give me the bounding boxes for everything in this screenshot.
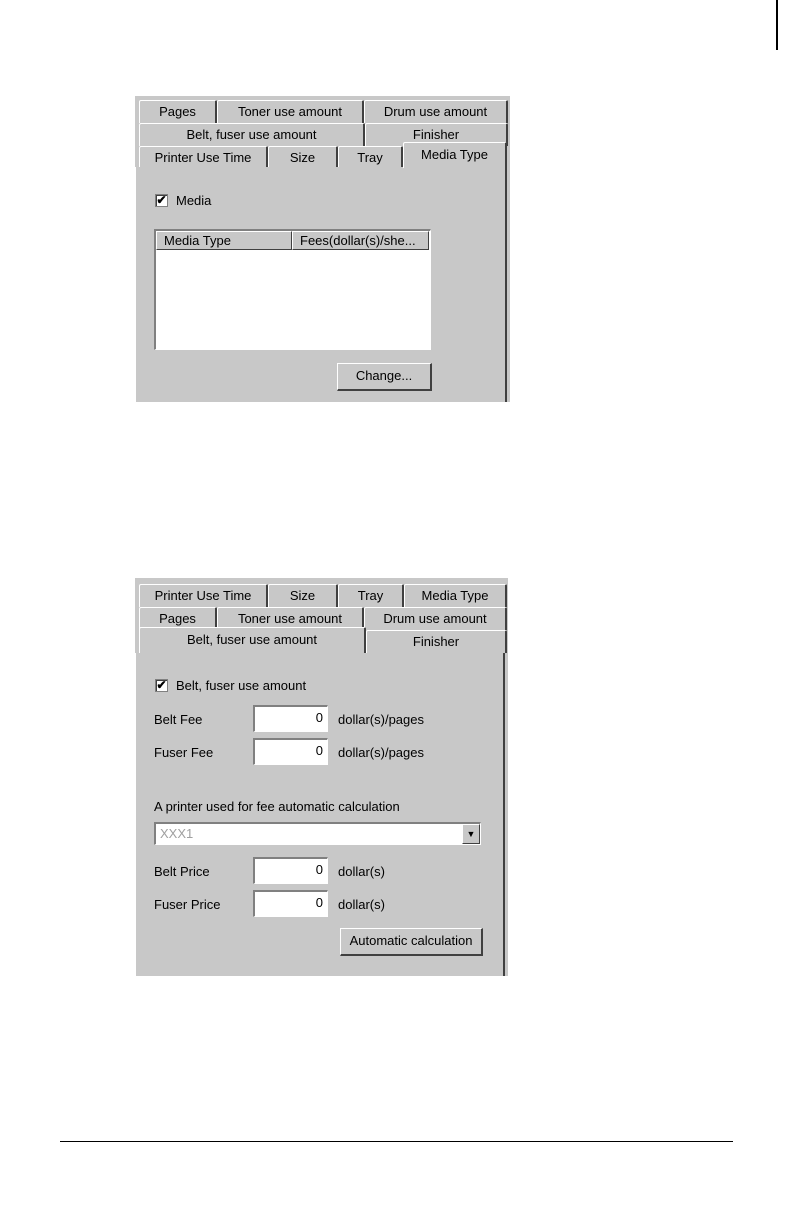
printer-select-label: A printer used for fee automatic calculation [154, 799, 400, 814]
belt-price-label: Belt Price [154, 864, 210, 879]
belt-fee-label: Belt Fee [154, 712, 203, 727]
tab-media-type[interactable]: Media Type [403, 142, 507, 168]
media-checkbox[interactable]: ✔ [156, 193, 167, 207]
column-header-fees[interactable]: Fees(dollar(s)/she... [292, 231, 429, 250]
fuser-price-input[interactable]: 0 [253, 890, 328, 917]
tab-pages[interactable]: Pages [139, 100, 217, 123]
tab-toner-use-amount[interactable]: Toner use amount [217, 607, 364, 630]
tab-drum-use-amount[interactable]: Drum use amount [364, 100, 508, 123]
tab-printer-use-time[interactable]: Printer Use Time [139, 584, 268, 607]
tab-tray[interactable]: Tray [338, 584, 404, 607]
belt-price-input[interactable]: 0 [253, 857, 328, 884]
tab-belt-fuser-use-amount[interactable]: Belt, fuser use amount [139, 627, 366, 653]
fuser-fee-unit: dollar(s)/pages [338, 745, 424, 760]
chevron-down-icon[interactable]: ▼ [462, 824, 480, 844]
fuser-price-label: Fuser Price [154, 897, 221, 912]
media-type-dialog [135, 96, 510, 402]
belt-fee-unit: dollar(s)/pages [338, 712, 424, 727]
tab-media-type[interactable]: Media Type [404, 584, 507, 607]
fuser-fee-label: Fuser Fee [154, 745, 214, 760]
tab-pages[interactable]: Pages [139, 607, 217, 630]
media-checkbox-label[interactable]: Media [176, 193, 212, 208]
printer-select[interactable] [154, 822, 481, 845]
belt-price-unit: dollar(s) [338, 864, 385, 879]
tab-page-belt-fuser [135, 653, 505, 976]
tab-finisher[interactable]: Finisher [365, 123, 508, 146]
page-edge-rule [776, 0, 778, 50]
media-fee-list[interactable] [154, 229, 431, 350]
tab-toner-use-amount[interactable]: Toner use amount [217, 100, 364, 123]
tab-belt-fuser-use-amount[interactable]: Belt, fuser use amount [139, 123, 365, 146]
fuser-fee-input[interactable]: 0 [253, 738, 328, 765]
belt-fuser-checkbox[interactable]: ✔ [156, 678, 167, 692]
change-button[interactable]: Change... [337, 363, 432, 391]
tab-page-media-type [135, 167, 507, 402]
tab-size[interactable]: Size [268, 584, 338, 607]
automatic-calculation-button[interactable]: Automatic calculation [340, 928, 483, 956]
tab-drum-use-amount[interactable]: Drum use amount [364, 607, 507, 630]
tab-tray[interactable]: Tray [338, 146, 403, 169]
tab-size[interactable]: Size [268, 146, 338, 169]
footer-rule [60, 1141, 733, 1142]
printer-select-value: XXX1 [160, 826, 194, 841]
column-header-media-type[interactable]: Media Type [156, 231, 292, 250]
tab-finisher[interactable]: Finisher [366, 630, 507, 653]
tab-printer-use-time[interactable]: Printer Use Time [139, 146, 268, 169]
belt-fuser-dialog [135, 578, 508, 976]
belt-fee-input[interactable]: 0 [253, 705, 328, 732]
fuser-price-unit: dollar(s) [338, 897, 385, 912]
belt-fuser-checkbox-label[interactable]: Belt, fuser use amount [176, 678, 307, 693]
